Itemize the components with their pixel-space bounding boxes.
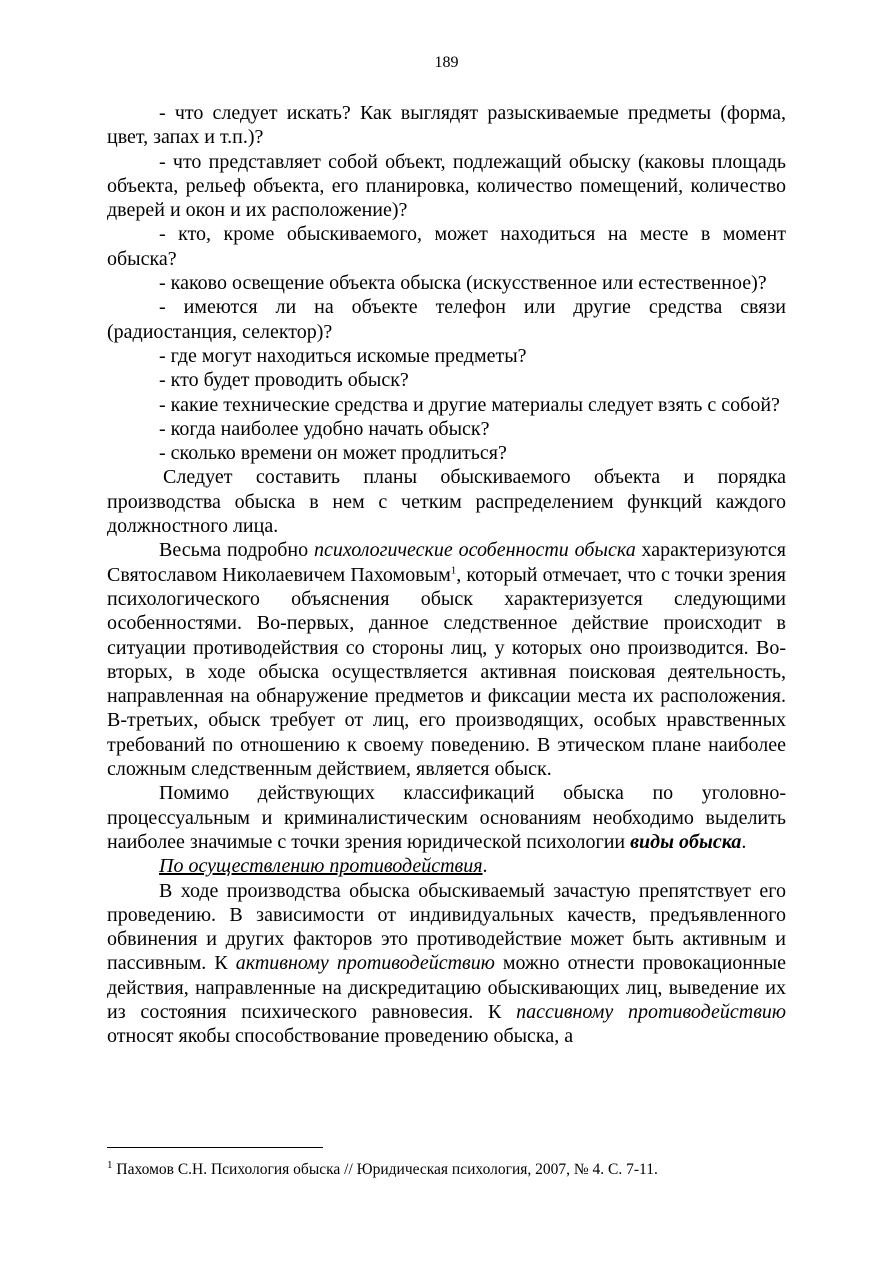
underlined-heading: По осуществлению противодействия	[159, 855, 483, 878]
footnote-ref: 1	[450, 563, 457, 576]
page-body	[107, 101, 786, 1049]
question-paragraph: - когда наиболее удобно начать обыск?	[159, 417, 490, 440]
text-run: .	[741, 830, 747, 853]
question-paragraph: - какие технические средства и другие материалы следует взять с собой?	[159, 393, 780, 416]
text-run: характеризуются Святославом Николаевичем Пахомовым	[107, 539, 786, 586]
text-run: Весьма подробно	[159, 539, 314, 562]
question-paragraph: - кто, кроме обыскиваемого, может находиться на месте в момент обыска?	[107, 223, 786, 270]
body-paragraph	[107, 879, 786, 1049]
footnote	[107, 1160, 786, 1180]
page-number: 189	[434, 54, 459, 71]
question-paragraph: - имеются ли на объекте телефон или другие средства связи (радиостанция, селектор)?	[107, 296, 786, 343]
text-run: , который отмечает, что с точки зрения психологического объяснения обыск характеризуется следующими особенностями. Во-первых, данное следственное действие происходит в ситуации противодействия со стороны лиц, у которых оно производится. Во-вторых, в ходе обыска осуществляется активная поисковая деятельность, направленная на обнаружение предметов и фиксации места их расположения. В-третьих, обыск требует от лиц, его производящих, особых нравственных требований по отношению к своему поведению. В этическом плане наиболее сложным следственным действием, является обыск.	[107, 563, 786, 781]
question-paragraph: - что следует искать? Как выглядят разыскиваемые предметы (форма, цвет, запах и т.п.)?	[107, 102, 786, 149]
footnote-number: 1	[107, 1158, 113, 1171]
body-paragraph: Следует составить планы обыскиваемого объекта и порядка производства обыска в нем с четким распределением функций каждого должностного лица.	[107, 466, 786, 538]
text-run: В ходе производства обыска обыскиваемый зачастую препятствует его проведению. В зависимости от индивидуальных качеств, предъявленного обвинения и других факторов это противодействие может быть активным и пассивным. К	[107, 879, 786, 975]
question-paragraph: - кто будет проводить обыск?	[159, 369, 409, 392]
italic-term: психологические особенности обыска	[313, 539, 636, 562]
question-paragraph: - каково освещение объекта обыска (искусственное или естественное)?	[159, 272, 767, 295]
question-paragraph: - сколько времени он может продлиться?	[159, 442, 507, 465]
text-run: Помимо действующих классификаций обыска по уголовно-процессуальным и криминалистическим основаниям необходимо выделить наиболее значимые с точки зрения юридической психологии	[107, 782, 786, 853]
question-paragraph: - что представляет собой объект, подлежащий обыску (каковы площадь объекта, рельеф объекта, его планировка, количество помещений, количество дверей и окон и их расположение)?	[107, 150, 786, 222]
text-run: можно отнести провокационные действия, направленные на дискредитацию обыскивающих лиц, выведение их из состояния психического равновесия. К	[107, 952, 786, 1023]
italic-term: пассивному противодействию	[516, 1000, 786, 1023]
body-paragraph	[107, 538, 786, 781]
text-run: относят якобы способствование проведению обыска, а	[107, 1025, 574, 1048]
body-paragraph	[107, 781, 786, 854]
section-subheading	[107, 854, 786, 878]
italic-term: активному противодействию	[235, 952, 495, 975]
text-run: .	[482, 855, 488, 878]
footnote-divider	[107, 1147, 323, 1148]
bold-italic-term: виды обыска	[630, 830, 742, 853]
question-paragraph: - где могут находиться искомые предметы?	[159, 344, 527, 367]
footnote-text: Пахомов С.Н. Психология обыска // Юридическая психология, 2007, № 4. С. 7-11.	[112, 1161, 658, 1178]
